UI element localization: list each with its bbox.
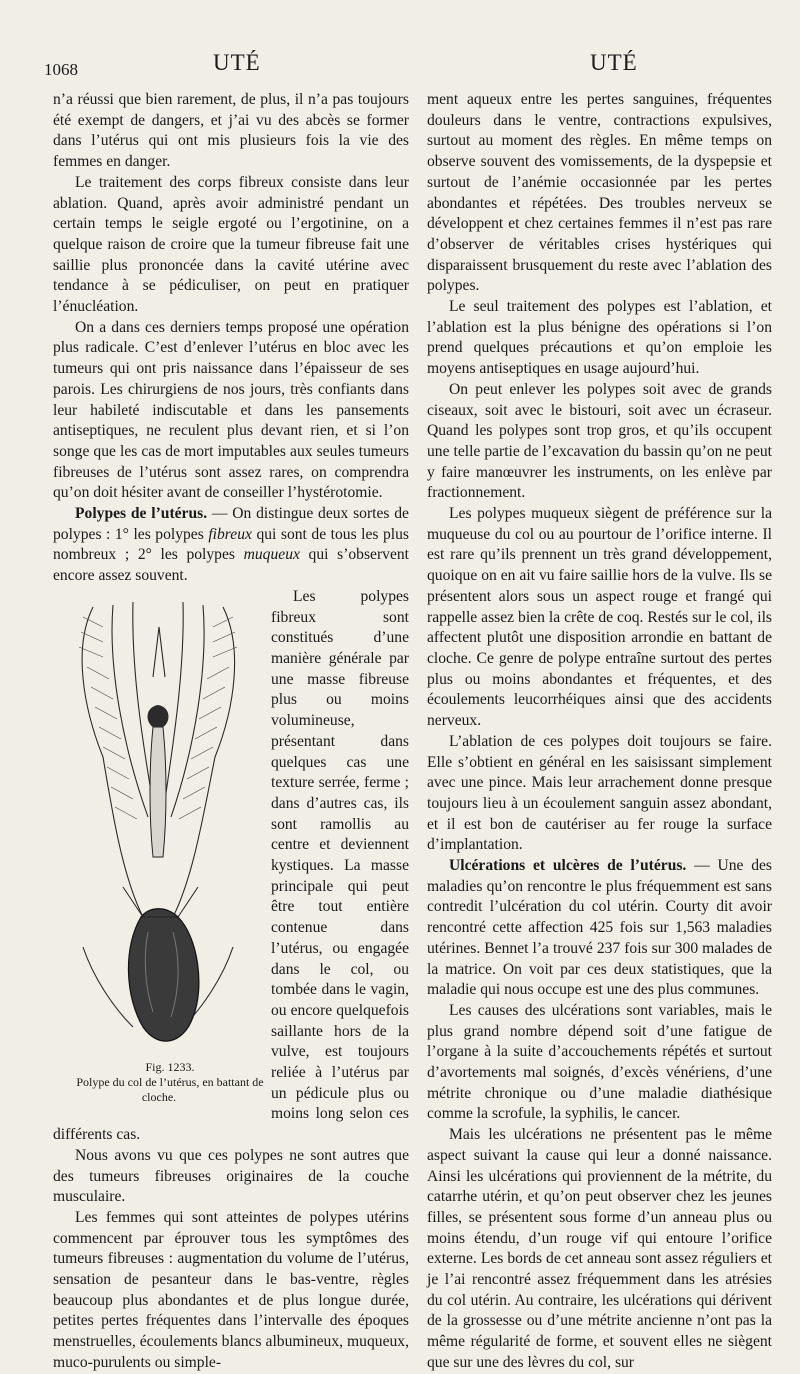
paragraph-polypes-intro: Polypes de l’utérus. — On distingue deux sortes de polypes : 1° les polypes fibreux qui sont de tous les plus nombreux ; 2° les polypes muqueux qui s’observent encore assez souvent. bbox=[53, 505, 410, 585]
section-heading-ulcerations: Ulcérations et ulcères de l’utérus. bbox=[449, 857, 687, 875]
running-head-left: UTÉ bbox=[213, 50, 261, 75]
paragraph-ulcerations-intro: Ulcérations et ulcères de l’utérus. — Une des maladies qu’on rencontre le plus fréquemment est sans contredit l’ulcération du col utérin. Courty dit avoir rencontré cette affection 425 fois sur 1,563 maladies utérines. Bennet l’a trouvé 237 fois sur 300 malades de la matrice. On voit par ces deux statistiques, que la maladie qui nous occupe est une des plus communes. bbox=[427, 857, 772, 999]
figure-caption: Polype du col de l’utérus, en battant de cloche. bbox=[76, 1074, 264, 1104]
paragraph-ablation: L’ablation de ces polypes doit toujours se faire. Elle s’obtient en général en les saisissant simplement avec une pince. Mais leur arrachement donne presque toujours lieu à un écoulement sanguin assez abondant, et il est bon de cautériser au fer rouge la surface d’implantation. bbox=[427, 732, 772, 854]
figure-label: Fig. 1233. bbox=[145, 1059, 195, 1074]
paragraph-symptomes: Les femmes qui sont atteintes de polypes utérins commencent par éprouver tous les symptômes des tumeurs fibreuses : augmentation du volume de l’utérus, sensation de pesanteur dans le bas-ventre, règles beaucoup plus abondantes et de plus longue durée, petites pertes fréquentes dans l’intervalle des époques menstruelles, écoulements blancs albumineux, muqueux, muco-purulents ou simple- bbox=[53, 1208, 409, 1371]
section-heading-polypes: Polypes de l’utérus. bbox=[75, 505, 208, 523]
paragraph-polypes-description bbox=[53, 587, 409, 1374]
paragraph-origine: Nous avons vu que ces polypes ne sont autres que des tumeurs fibreuses originaires de la couche musculaire. bbox=[53, 1146, 409, 1206]
paragraph-traitement-polypes: Le seul traitement des polypes est l’ablation, et l’ablation est la plus bénigne des opérations si l’on prend quelques précautions et qu’on emploie les moyens antiseptiques en usage aujourd’hui. bbox=[427, 298, 772, 378]
figure-1233 bbox=[53, 587, 265, 1122]
paragraph-causes: Les causes des ulcérations sont variables, mais le plus grand nombre dépend soit d’une fatigue de l’organe à la suite d’accouchements répétés et surtout d’avortements mal soignés, d’excès vénériens, d’une métrite chronique ou d’une maladie diathésique comme la scrofule, la syphilis, le cancer. bbox=[427, 1001, 772, 1123]
running-head-right: UTÉ bbox=[590, 50, 638, 75]
left-column bbox=[53, 90, 409, 1374]
paragraph-abces: n’a réussi que bien rarement, de plus, il n’a pas toujours été exempt de dangers, et j’ai vu des abcès se former dans l’utérus qui ont mis plusieurs fois la vie des femmes en danger. bbox=[53, 91, 409, 171]
page-number: 1068 bbox=[44, 60, 78, 79]
running-header bbox=[0, 50, 800, 80]
paragraph-aspect: Mais les ulcérations ne présentent pas le même aspect suivant la cause qui leur a donné naissance. Ainsi les ulcérations qui proviennent de la métrite, du catarrhe utérin, et qu’on peut observer chez les jeunes filles, se présentent sous forme d’un anneau plus ou moins étendu, d’un rouge vif qui entoure l’orifice externe. Les bords de cet anneau sont assez réguliers et je l’ai rencontré assez fréquemment dans les atrésies du col utérin. Au contraire, les ulcérations qui dérivent de la grossesse ou d’une métrite ancienne n’ont pas la même régularité de forme, et souvent elles ne siègent que sur une des lèvres du col, sur bbox=[427, 1126, 772, 1371]
paragraph-symptomes-suite: ment aqueux entre les pertes sanguines, fréquentes douleurs dans le ventre, contractions expulsives, surtout au moment des règles. En même temps on observe souvent des vomissements, de la dyspepsie et surtout de l’anémie occasionnée par les pertes abondantes et répétées. Des troubles nerveux se développent et chez certaines femmes il n’est pas rare d’observer de véritables crises hystériques qui disparaissent brusquement du reste avec l’ablation des polypes. bbox=[427, 91, 772, 295]
polyp-illustration bbox=[53, 587, 265, 1057]
paragraph-traitement-fibreux: Le traitement des corps fibreux consiste dans leur ablation. Quand, après avoir administré pendant un certain temps le seigle ergoté ou l’ergotinine, on a quelque raison de croire que la tumeur fibreuse fait une saillie plus prononcée dans la cavité utérine avec tendance à se pédiculiser, on peut en pratiquer l’énucléation. bbox=[53, 173, 409, 316]
right-column bbox=[427, 90, 772, 1374]
term-muqueux: muqueux bbox=[243, 546, 300, 564]
paragraph-instruments: On peut enlever les polypes soit avec de grands ciseaux, soit avec le bistouri, soit avec un écraseur. Quand les polypes sont trop gros, et qu’ils occupent une telle partie de l’excavation du bassin qu’on ne peut y faire manœuvrer les instruments, on les enlève par fractionnement. bbox=[427, 380, 772, 502]
paragraph-polypes-fibreux-text: Les polypes fibreux sont constitués d’une manière générale par une masse fibreuse plus ou moins volumineuse, présentant dans quelques cas une texture serrée, ferme ; dans d’autres cas, ils sont ramollis au centre et deviennent kystiques. La masse principale qui peut être tout entière contenue dans l’utérus, ou engagée dans le col, ou tombée dans le vagin, ou encore quelquefois saillante hors de la vulve, est toujours reliée à l’utérus par un pédicule plus ou moins long selon ces différents cas. bbox=[53, 587, 409, 1144]
paragraph-hysterotomie: On a dans ces derniers temps proposé une opération plus radicale. C’est d’enlever l’utérus en bloc avec les tumeurs qui ont pris naissance dans l’épaisseur de ses parois. Les chirurgiens de nos jours, très confiants dans leur habileté indiscutable et dans les pansements antiseptiques, ne reculent plus devant rien, et si l’on songe que les cas de mort imputables aux seules tumeurs fibreuses de l’utérus sont assez rares, on comprendra qu’on doit hésiter avant de conseiller l’hystérotomie. bbox=[53, 318, 409, 502]
paragraph-polypes-muqueux: Les polypes muqueux siègent de préférence sur la muqueuse du col ou au pourtour de l’orifice interne. Il est rare qu’ils prennent un très grand développement, quoique on en ait vu faire saillie hors de la vulve. Ils se présentent alors sous un aspect rouge et frangé qui rappelle assez bien la crête de coq. Restés sur le col, ils affectent plutôt une disposition arrondie en battant de cloche. Ce genre de polype entraîne surtout des pertes plus ou moins abondantes et fréquentes, et des écoulements leucorrhéiques ainsi que des accidents nerveux. bbox=[427, 505, 772, 730]
term-fibreux: fibreux bbox=[208, 525, 252, 543]
